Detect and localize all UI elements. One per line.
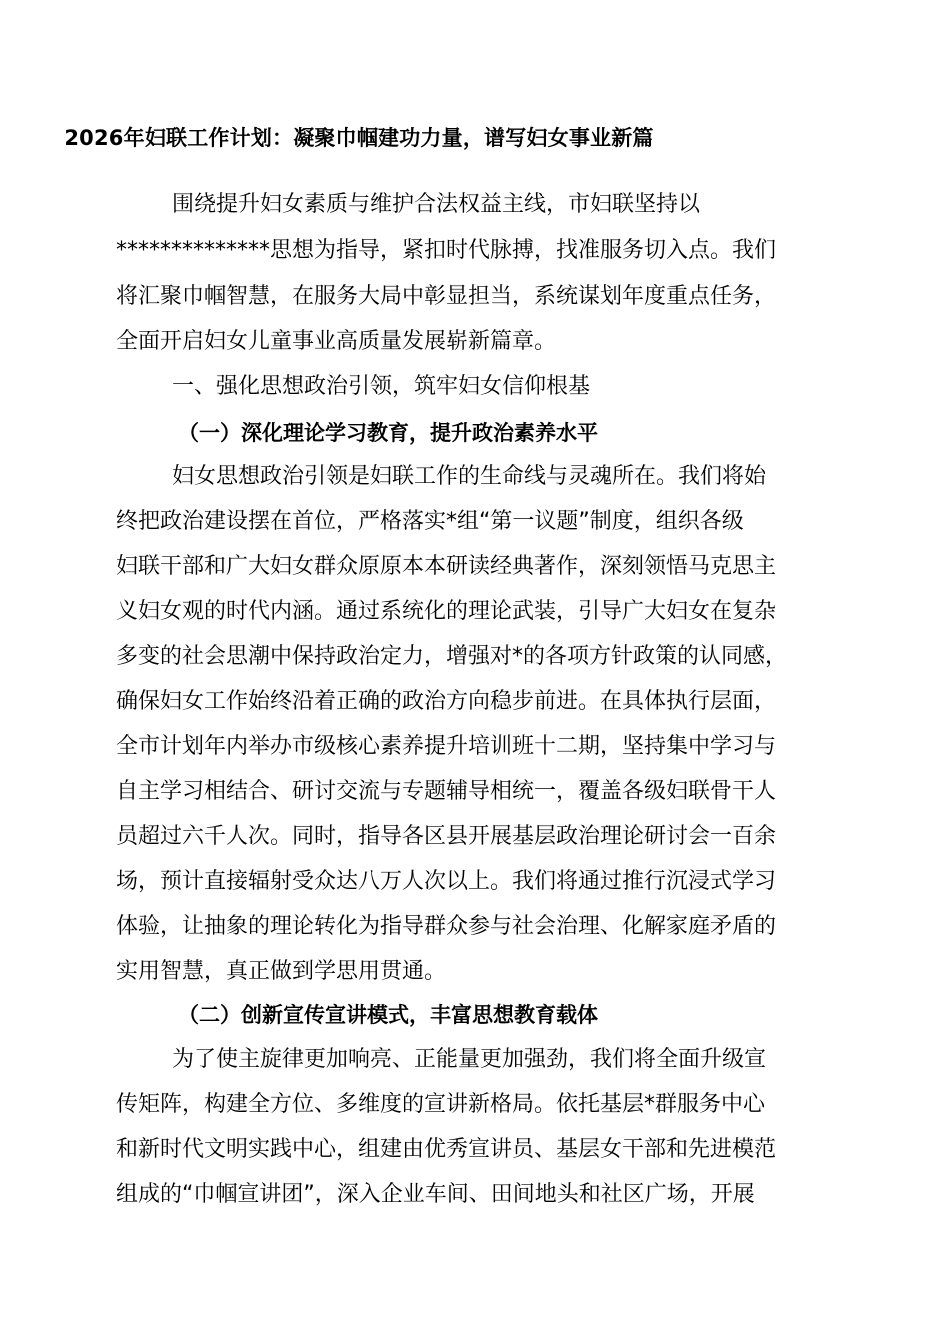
subsection-heading: （一）深化理论学习教育，提升政治素养水平 — [178, 421, 598, 445]
paragraph-line: 员超过六千人次。同时，指导各区县开展基层政治理论研讨会一百余 — [116, 824, 777, 849]
paragraph-line: 全市计划年内举办市级核心素养提升培训班十二期，坚持集中学习与 — [116, 734, 777, 759]
paragraph-line: 妇联干部和广大妇女群众原原本本研读经典著作，深刻领悟马克思主 — [116, 554, 777, 579]
paragraph-line: 场，预计直接辐射受众达八万人次以上。我们将通过推行沉浸式学习 — [116, 869, 777, 894]
subsection-heading: （二）创新宣传宣讲模式，丰富思想教育载体 — [178, 1003, 598, 1027]
paragraph-line: 妇女思想政治引领是妇联工作的生命线与灵魂所在。我们将始 — [172, 464, 767, 489]
paragraph-line: 为了使主旋律更加响亮、正能量更加强劲，我们将全面升级宣 — [172, 1047, 767, 1072]
document-title: 2026年妇联工作计划：凝聚巾帼建功力量，谱写妇女事业新篇 — [64, 126, 654, 150]
intro-line-4: 全面开启妇女儿童事业高质量发展崭新篇章。 — [116, 329, 557, 354]
paragraph-line: 多变的社会思潮中保持政治定力，增强对*的各项方针政策的认同感， — [116, 644, 788, 669]
intro-line-3: 将汇聚巾帼智慧，在服务大局中彰显担当，系统谋划年度重点任务， — [116, 284, 777, 309]
paragraph-line: 确保妇女工作始终沿着正确的政治方向稳步前进。在具体执行层面， — [116, 689, 777, 714]
paragraph-line: 组成的“巾帼宣讲团”，深入企业车间、田间地头和社区广场，开展 — [116, 1182, 755, 1207]
paragraph-line: 实用智慧，真正做到学思用贯通。 — [116, 959, 447, 984]
paragraph-line: 终把政治建设摆在首位，严格落实*组“第一议题”制度，组织各级 — [116, 509, 744, 534]
paragraph-line: 自主学习相结合、研讨交流与专题辅导相统一，覆盖各级妇联骨干人 — [116, 779, 777, 804]
paragraph-line: 传矩阵，构建全方位、多维度的宣讲新格局。依托基层*群服务中心 — [116, 1092, 766, 1117]
section-heading: 一、强化思想政治引领，筑牢妇女信仰根基 — [172, 374, 591, 399]
paragraph-line: 体验，让抽象的理论转化为指导群众参与社会治理、化解家庭矛盾的 — [116, 914, 777, 939]
paragraph-line: 义妇女观的时代内涵。通过系统化的理论武装，引导广大妇女在复杂 — [116, 599, 777, 624]
intro-line-2: **************思想为指导，紧扣时代脉搏，找准服务切入点。我们 — [116, 238, 777, 263]
paragraph-line: 和新时代文明实践中心，组建由优秀宣讲员、基层女干部和先进模范 — [116, 1137, 777, 1162]
intro-line-1: 围绕提升妇女素质与维护合法权益主线，市妇联坚持以 — [172, 192, 701, 217]
